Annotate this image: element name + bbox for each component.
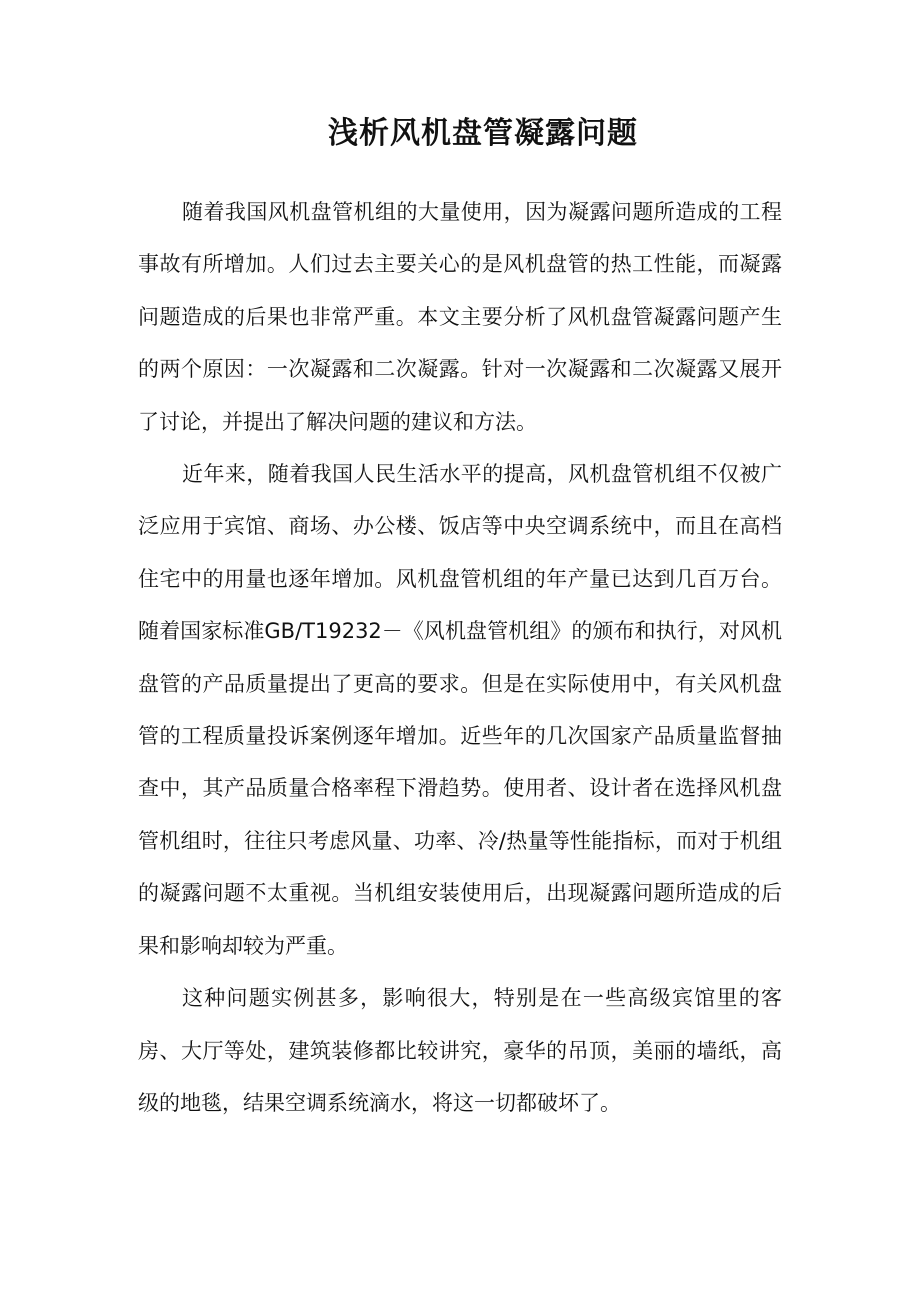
paragraph-example: 这种问题实例甚多，影响很大，特别是在一些高级宾馆里的客房、大厅等处，建筑装修都比较讲究，豪华的吊顶，美丽的墙纸，高级的地毯，结果空调系统滴水，将这一切都破坏了。 [138, 986, 782, 1115]
paragraph-abstract: 随着我国风机盘管机组的大量使用，因为凝露问题所造成的工程事故有所增加。人们过去主要关心的是风机盘管的热工性能，而凝露问题造成的后果也非常严重。本文主要分析了风机盘管凝露问题产生的两个原因：一次凝露和二次凝露。针对一次凝露和二次凝露又展开了讨论，并提出了解决问题的建议和方法。 [138, 200, 782, 434]
document-title: 浅析风机盘管凝露问题 [328, 116, 638, 151]
paragraph-background: 近年来，随着我国人民生活水平的提高，风机盘管机组不仅被广泛应用于宾馆、商场、办公楼、饭店等中央空调系统中，而且在高档住宅中的用量也逐年增加。风机盘管机组的年产量已达到几百万台。随着国家标准GB/T19232－《风机盘管机组》的颁布和执行，对风机盘管的产品质量提出了更高的要求。但是在实际使用中，有关风机盘管的工程质量投诉案例逐年增加。近些年的几次国家产品质量监督抽查中，其产品质量合格率程下滑趋势。使用者、设计者在选择风机盘管机组时，往往只考虑风量、功率、冷/热量等性能指标，而对于机组的凝露问题不太重视。当机组安装使用后，出现凝露问题所造成的后果和影响却较为严重。 [138, 462, 782, 958]
